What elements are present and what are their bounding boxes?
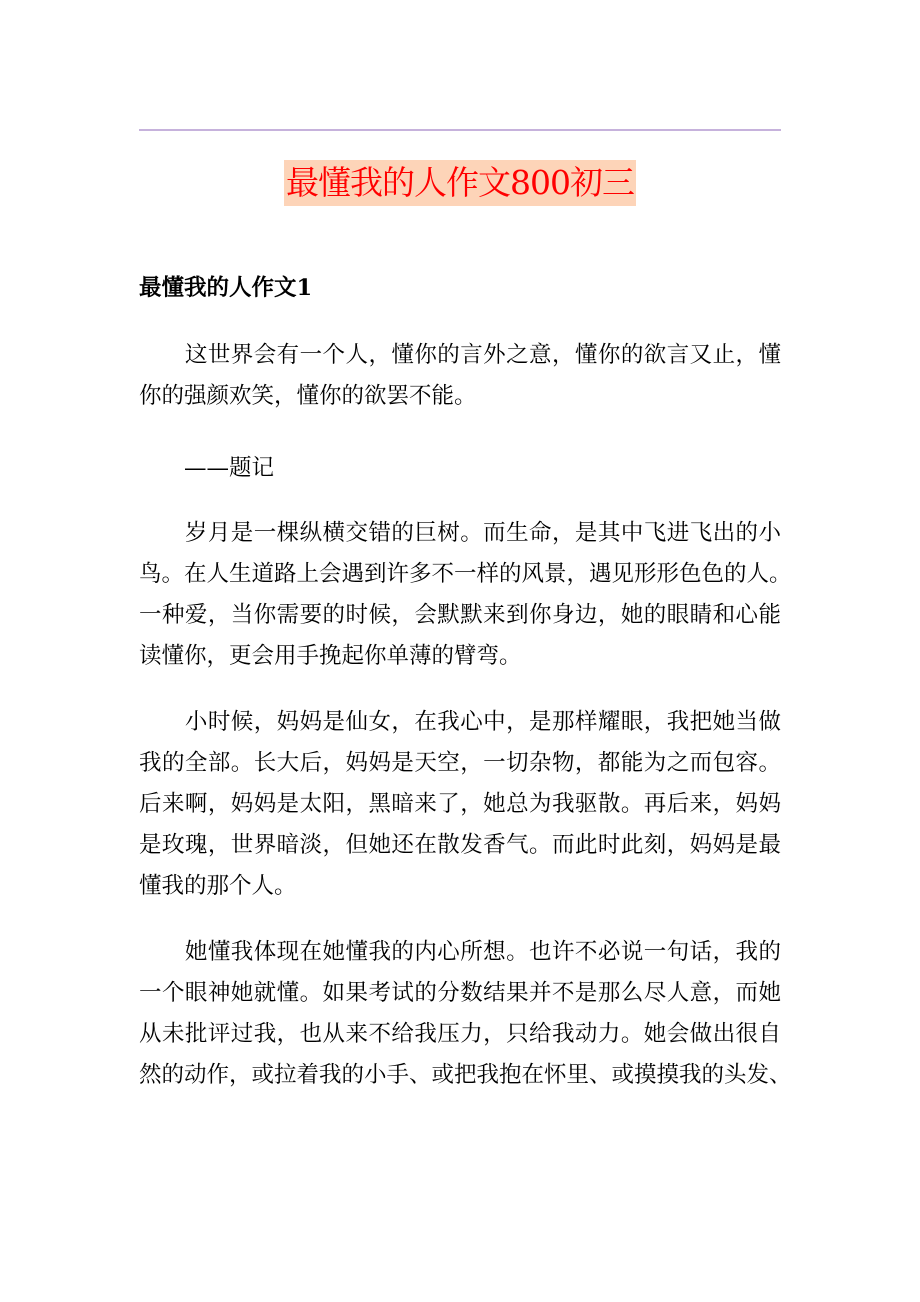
paragraph-line: 这世界会有一个人，懂你的言外之意，懂你的欲言又止，懂 — [139, 342, 781, 368]
paragraph-line: 懂我的那个人。 — [139, 873, 297, 899]
paragraph-line: 是玫瑰，世界暗淡，但她还在散发香气。而此时此刻，妈妈是最 — [139, 832, 781, 858]
paragraph-line: 她懂我体现在她懂我的内心所想。也许不必说一句话，我的 — [139, 939, 781, 965]
paragraph-line: 一种爱，当你需要的时候，会默默来到你身边，她的眼睛和心能 — [139, 602, 781, 628]
section-heading: 最懂我的人作文1 — [139, 275, 313, 301]
document-title-wrap — [0, 160, 920, 206]
header-rule — [139, 129, 781, 131]
paragraph-line: 然的动作，或拉着我的小手、或把我抱在怀里、或摸摸我的头发、 — [139, 1062, 792, 1088]
paragraph-line: 岁月是一棵纵横交错的巨树。而生命，是其中飞进飞出的小 — [139, 520, 781, 546]
paragraph-line: 你的强颜欢笑，懂你的欲罢不能。 — [139, 383, 477, 409]
document-title: 最懂我的人作文800初三 — [284, 160, 636, 206]
paragraph-line: 鸟。在人生道路上会遇到许多不一样的风景，遇见形形色色的人。 — [139, 561, 792, 587]
paragraph-line: 从未批评过我，也从来不给我压力，只给我动力。她会做出很自 — [139, 1021, 781, 1047]
paragraph-line: 小时候，妈妈是仙女，在我心中，是那样耀眼，我把她当做 — [139, 709, 781, 735]
paragraph-line: 我的全部。长大后，妈妈是天空，一切杂物，都能为之而包容。 — [139, 750, 781, 776]
paragraph-line: 后来啊，妈妈是太阳，黑暗来了，她总为我驱散。再后来，妈妈 — [139, 791, 781, 817]
paragraph-line: ——题记 — [139, 455, 275, 481]
paragraph-line: 一个眼神她就懂。如果考试的分数结果并不是那么尽人意，而她 — [139, 980, 781, 1006]
paragraph-line: 读懂你，更会用手挽起你单薄的臂弯。 — [139, 643, 522, 669]
